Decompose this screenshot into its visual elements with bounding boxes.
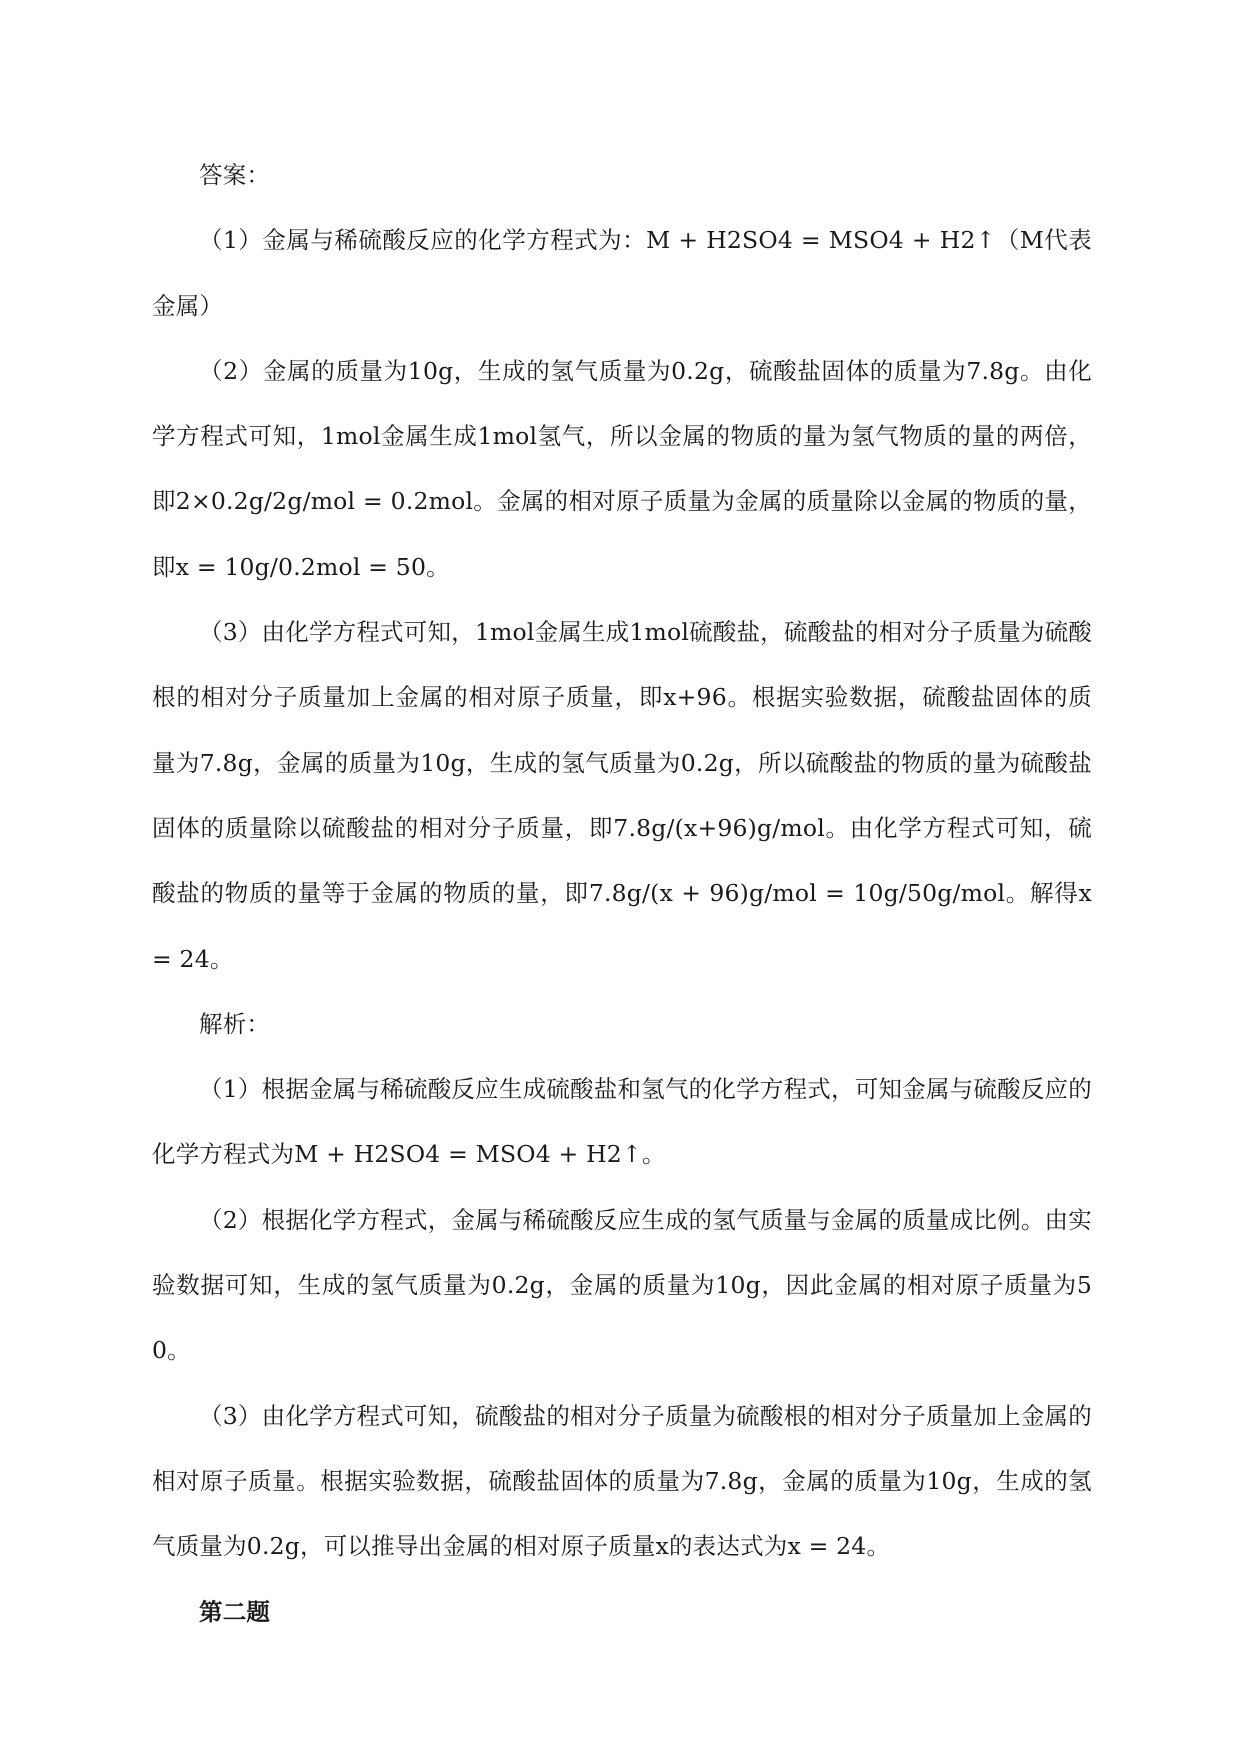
analysis-part-3: （3）由化学方程式可知，硫酸盐的相对分子质量为硫酸根的相对分子质量加上金属的相对原子质量。根据实验数据，硫酸盐固体的质量为7.8g，金属的质量为10g，生成的氢气质量为0.2g，可以推导出金属的相对原子质量x的表达式为x = 24。	[152, 1401, 1092, 1561]
analysis-part-1: （1）根据金属与稀硫酸反应生成硫酸盐和氢气的化学方程式，可知金属与硫酸反应的化学方程式为M + H2SO4 = MSO4 + H2↑。	[152, 1075, 1092, 1169]
answer-part-3: （3）由化学方程式可知，1mol金属生成1mol硫酸盐，硫酸盐的相对分子质量为硫酸根的相对分子质量加上金属的相对原子质量，即x+96。根据实验数据，硫酸盐固体的质量为7.8g，金属的质量为10g，生成的氢气质量为0.2g，所以硫酸盐的物质的量为硫酸盐固体的质量除以硫酸盐的相对分子质量，即7.8g/(x+96)g/mol。由化学方程式可知，硫酸盐的物质的量等于金属的物质的量，即7.8g/(x + 96)g/mol = 10g/50g/mol。解得x = 24。	[152, 618, 1092, 973]
answer-part-1: （1）金属与稀硫酸反应的化学方程式为：M + H2SO4 = MSO4 + H2↑（M代表金属）	[152, 226, 1092, 320]
document-body	[152, 143, 1092, 1645]
next-question-heading: 第二题	[199, 1597, 271, 1626]
answer-label: 答案：	[199, 161, 271, 189]
answer-part-2: （2）金属的质量为10g，生成的氢气质量为0.2g，硫酸盐固体的质量为7.8g。由化学方程式可知，1mol金属生成1mol氢气，所以金属的物质的量为氢气物质的量的两倍，即2×0.2g/2g/mol = 0.2mol。金属的相对原子质量为金属的质量除以金属的物质的量，即x = 10g/0.2mol = 50。	[152, 356, 1092, 581]
analysis-part-2: （2）根据化学方程式，金属与稀硫酸反应生成的氢气质量与金属的质量成比例。由实验数据可知，生成的氢气质量为0.2g，金属的质量为10g，因此金属的相对原子质量为50。	[152, 1205, 1092, 1365]
analysis-label: 解析：	[199, 1009, 271, 1038]
